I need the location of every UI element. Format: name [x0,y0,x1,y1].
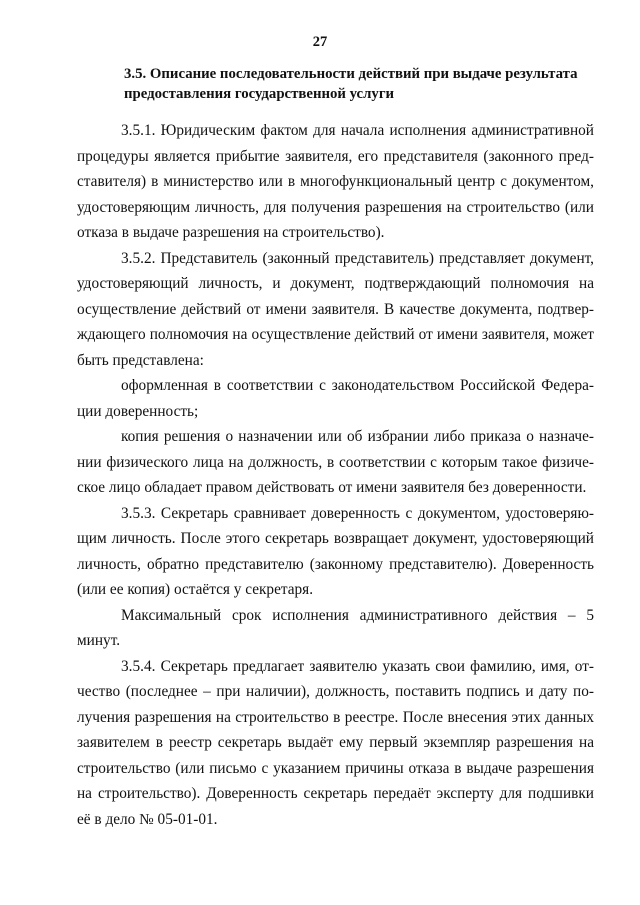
list-item-appointment-copy: копия решения о назначении или об избрании либо приказа о назначении физического лица на должность, в соответствии с которым такое физическое лицо обладает правом действовать от имени заявителя без доверенности. [77,428,594,496]
section-heading: 3.5. Описание последовательности действий при выдаче результата предоставления государственной услуги [124,66,578,102]
paragraph-3-5-1: 3.5.1. Юридическим фактом для начала исполнения административной процедуры является прибытие заявителя, его представителя (законного представителя) в министерство или в многофункциональный центр с документом, удостоверяющим личность, для получения разрешения на строительство (или отказа в выдаче разрешения на строительство). [77,122,594,241]
list-item-power-of-attorney: оформленная в соответствии с законодательством Российской Федерации доверенность; [77,377,594,420]
paragraph-3-5-3: 3.5.3. Секретарь сравнивает доверенность с документом, удостоверяющим личность. После этого секретарь возвращает документ, удостоверяющий личность, обратно представителю (законному представителю). Доверенность (или ее копия) остаётся у секретаря. [77,504,594,598]
paragraph-3-5-4: 3.5.4. Секретарь предлагает заявителю указать свои фамилию, имя, отчество (последнее – при наличии), должность, поставить подпись и дату получения разрешения на строительство в реестре. После внесения этих данных заявителем в реестр секретарь выдаёт ему первый экземпляр разрешения на строительство (или письмо с указанием причины отказа в выдаче разрешения на строительство). Доверенность секретарь передаёт эксперту для подшивки её в дело № 05-01-01. [77,657,594,828]
document-body [77,118,594,832]
max-duration-note: Максимальный срок исполнения административного действия – 5 минут. [77,606,594,649]
page-number: 27 [312,34,328,50]
paragraph-3-5-2: 3.5.2. Представитель (законный представитель) представляет документ, удостоверяющий личность, и документ, подтверждающий полномочия на осуществление действий от имени заявителя. В качестве документа, подтверждающего полномочия на осуществление действий от имени заявителя, может быть представлена: [77,249,594,369]
